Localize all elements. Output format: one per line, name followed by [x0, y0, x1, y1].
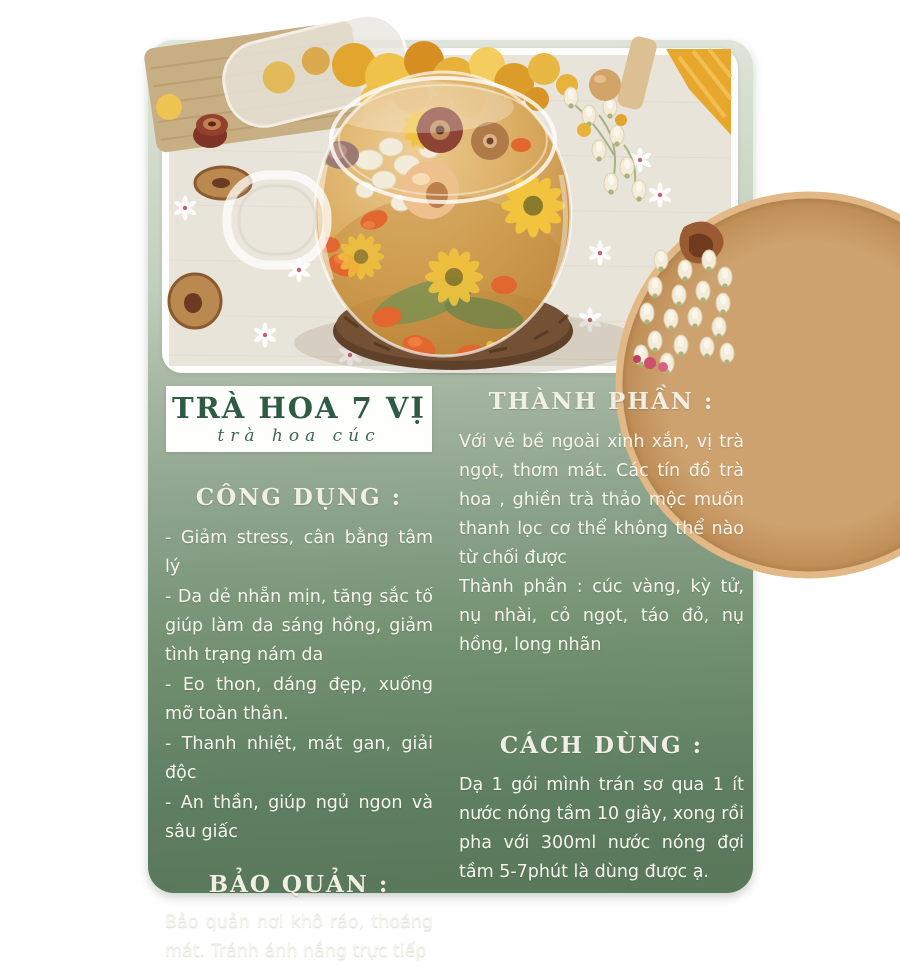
- benefit-item: - An thần, giúp ngủ ngon và sâu giấc: [165, 792, 433, 842]
- section-heading-thanh-phan: THÀNH PHẦN :: [488, 388, 715, 415]
- benefit-list: [165, 524, 433, 847]
- product-card: [148, 40, 753, 962]
- product-title: TRÀ HOA 7 VỊ: [172, 390, 426, 425]
- right-column: [459, 388, 744, 887]
- storage-text: Bảo quản nơi khô ráo, thoáng mát. Tránh ánh nắng trực tiếp: [165, 912, 433, 962]
- usage-text: Dạ 1 gói mình trán sơ qua 1 ít nước nóng tầm 10 giây, xong rồi pha với 300ml nước nóng đợi tầm 5-7phút là dùng được ạ.: [459, 775, 744, 883]
- benefit-item: - Giảm stress, cân bằng tâm lý: [165, 527, 433, 577]
- title-box: [166, 386, 432, 452]
- benefit-item: - Da dẻ nhẵn mịn, tăng sắc tố giúp làm da sáng hồng, giảm tình trạng nám da: [165, 586, 433, 665]
- ingredients-list: Thành phần : cúc vàng, kỳ tử, nụ nhài, cỏ ngọt, táo đỏ, nụ hồng, long nhãn: [459, 576, 744, 655]
- product-photo: [169, 55, 731, 366]
- section-heading-cong-dung: CÔNG DỤNG :: [195, 484, 403, 511]
- photo-frame: [162, 48, 738, 373]
- ingredients-description: Với vẻ bề ngoài xinh xắn, vị trà ngọt, thơm mát. Các tín đồ trà hoa , ghiền trà thảo mộc muốn thanh lọc cơ thể không thể nào từ chối được: [459, 431, 744, 568]
- benefit-item: - Thanh nhiệt, mát gan, giải độc: [165, 733, 433, 783]
- section-heading-bao-quan: BẢO QUẢN :: [208, 870, 390, 898]
- section-heading-cach-dung: CÁCH DÙNG :: [499, 731, 704, 759]
- left-column: [165, 386, 433, 966]
- benefit-item: - Eo thon, dáng đẹp, xuống mỡ toàn thân.: [165, 674, 433, 724]
- product-subtitle: trà hoa cúc: [217, 425, 381, 446]
